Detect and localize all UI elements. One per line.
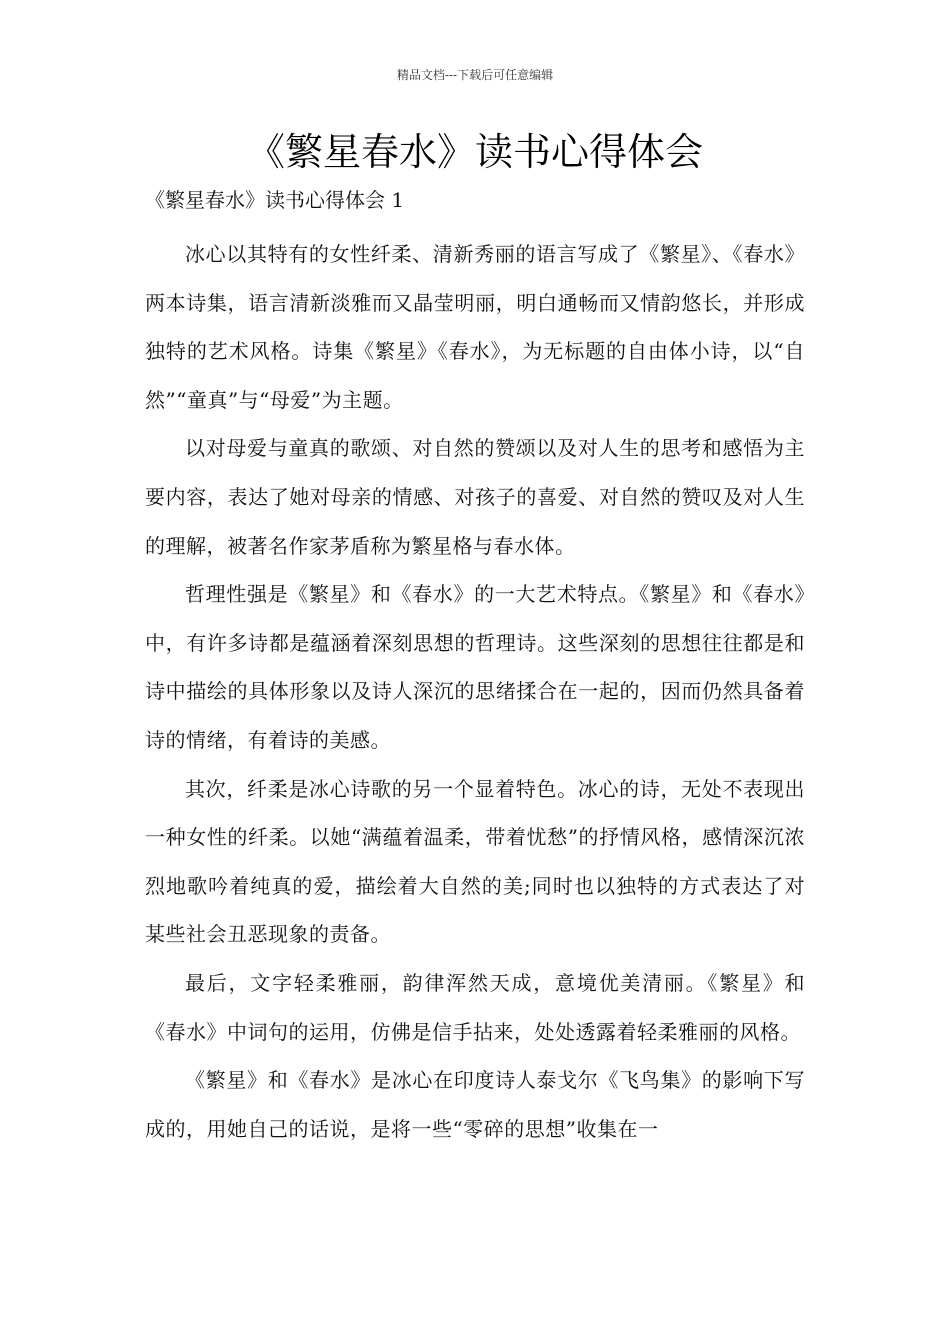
paragraph: 《繁星》和《春水》是冰心在印度诗人泰戈尔《飞鸟集》的影响下写成的，用她自己的话说，是将一些“零碎的思想”收集在一	[145, 1068, 805, 1141]
document-body	[145, 230, 805, 1153]
paragraph: 其次，纤柔是冰心诗歌的另一个显着特色。冰心的诗，无处不表现出一种女性的纤柔。以她“满蕴着温柔，带着忧愁”的抒情风格，感情深沉浓烈地歌吟着纯真的爱，描绘着大自然的美;同时也以独特的方式表达了对某些社会丑恶现象的责备。	[145, 776, 805, 947]
paragraph: 最后，文字轻柔雅丽，韵律浑然天成，意境优美清丽。《繁星》和《春水》中词句的运用，仿佛是信手拈来，处处透露着轻柔雅丽的风格。	[145, 970, 805, 1044]
section-heading: 《繁星春水》读书心得体会 1	[145, 188, 405, 212]
paragraph: 哲理性强是《繁星》和《春水》的一大艺术特点。《繁星》和《春水》中，有许多诗都是蕴涵着深刻思想的哲理诗。这些深刻的思想往往都是和诗中描绘的具体形象以及诗人深沉的思绪揉合在一起的，因而仍然具备着诗的情绪，有着诗的美感。	[145, 582, 805, 752]
header-note: 精品文档---下载后可任意编辑	[396, 68, 554, 82]
paragraph: 以对母爱与童真的歌颂、对自然的赞颂以及对人生的思考和感悟为主要内容，表达了她对母亲的情感、对孩子的喜爱、对自然的赞叹及对人生的理解，被著名作家茅盾称为繁星格与春水体。	[145, 436, 805, 558]
document-title: 《繁星春水》读书心得体会	[246, 130, 703, 174]
paragraph: 冰心以其特有的女性纤柔、清新秀丽的语言写成了《繁星》、《春水》两本诗集，语言清新淡雅而又晶莹明丽，明白通畅而又情韵悠长，并形成独特的艺术风格。诗集《繁星》《春水》，为无标题的自由体小诗，以“自然”“童真”与“母爱”为主题。	[145, 242, 805, 412]
